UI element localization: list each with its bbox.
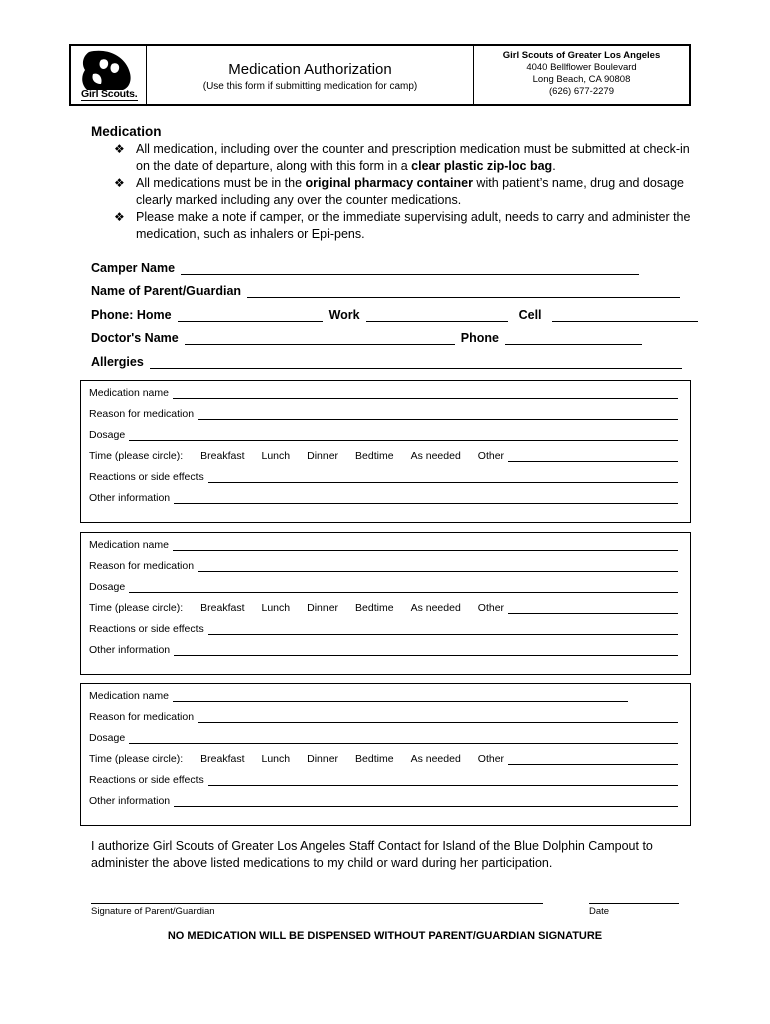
bullet-emphasis: original pharmacy container <box>305 176 473 190</box>
bullet-text-end: . <box>552 159 556 173</box>
doctor-name-label: Doctor's Name <box>91 331 179 345</box>
form-header <box>69 44 691 106</box>
reactions-side-effects-label: Reactions or side effects <box>89 774 204 786</box>
camper-name-label: Camper Name <box>91 261 176 275</box>
dosage-label: Dosage <box>89 429 126 441</box>
dosage-field[interactable] <box>129 430 678 441</box>
time-row <box>89 601 678 614</box>
dosage-row <box>89 428 678 441</box>
bullet-emphasis: clear plastic zip-loc bag <box>411 159 553 173</box>
time-label: Time (please circle): <box>89 602 184 614</box>
cell-phone-field[interactable] <box>552 309 698 322</box>
time-option-breakfast[interactable]: Breakfast <box>200 753 245 765</box>
other-information-field[interactable] <box>174 796 678 807</box>
reason-for-medication-field[interactable] <box>198 561 678 572</box>
girl-scouts-trefoil-icon <box>79 50 137 90</box>
form-title: Medication Authorization <box>228 61 392 78</box>
dosage-label: Dosage <box>89 581 126 593</box>
form-subtitle: (Use this form if submitting medication for camp) <box>202 81 418 92</box>
doctor-row <box>91 329 642 345</box>
authorization-statement: I authorize Girl Scouts of Greater Los Angeles Staff Contact for Island of the Blue Dolphin Campout to administer the above listed medications to my child or ward during her participation. <box>91 839 653 870</box>
allergies-row <box>91 353 682 369</box>
address-line-1: 4040 Bellflower Boulevard <box>526 62 637 73</box>
time-row <box>89 449 678 462</box>
parent-name-row <box>91 282 680 298</box>
camper-name-row <box>91 259 639 275</box>
dosage-row <box>89 580 678 593</box>
address-cell <box>474 46 689 104</box>
reason-for-medication-label: Reason for medication <box>89 711 195 723</box>
other-information-field[interactable] <box>174 493 678 504</box>
parent-name-label: Name of Parent/Guardian <box>91 284 242 298</box>
medication-name-row <box>89 386 678 399</box>
other-information-label: Other information <box>89 492 171 504</box>
medication-entry-box <box>80 532 691 675</box>
time-option-bedtime[interactable]: Bedtime <box>355 450 394 462</box>
reason-for-medication-field[interactable] <box>198 712 678 723</box>
logo-text: Girl Scouts. <box>81 88 138 100</box>
organization-name: Girl Scouts of Greater Los Angeles <box>502 50 661 61</box>
other-information-label: Other information <box>89 644 171 656</box>
organization-phone: (626) 677-2279 <box>549 86 614 97</box>
reactions-side-effects-label: Reactions or side effects <box>89 471 204 483</box>
medication-name-field[interactable] <box>173 388 678 399</box>
other-information-row <box>89 794 678 807</box>
time-option-dinner[interactable]: Dinner <box>307 753 339 765</box>
reactions-side-effects-row <box>89 622 678 635</box>
date-label: Date <box>589 906 610 917</box>
medication-heading: Medication <box>91 124 162 139</box>
doctor-phone-label: Phone <box>460 331 499 345</box>
medication-name-label: Medication name <box>89 539 169 551</box>
medication-instructions <box>114 141 694 243</box>
reactions-side-effects-row <box>89 773 678 786</box>
reactions-side-effects-label: Reactions or side effects <box>89 623 204 635</box>
time-option-other[interactable]: Other <box>477 450 505 462</box>
logo-cell <box>71 46 147 104</box>
diamond-bullet-icon: ❖ <box>114 142 125 156</box>
cell-phone-label: Cell <box>518 308 542 322</box>
time-option-lunch[interactable]: Lunch <box>261 450 291 462</box>
doctor-name-field[interactable] <box>185 332 455 345</box>
time-option-lunch[interactable]: Lunch <box>261 753 291 765</box>
medication-entry-box <box>80 683 691 826</box>
diamond-bullet-icon: ❖ <box>114 176 125 190</box>
time-option-as-needed[interactable]: As needed <box>410 450 461 462</box>
time-other-field[interactable] <box>508 603 678 614</box>
work-phone-field[interactable] <box>366 309 508 322</box>
time-other-field[interactable] <box>508 451 678 462</box>
doctor-phone-field[interactable] <box>505 332 642 345</box>
reactions-side-effects-row <box>89 470 678 483</box>
title-cell <box>147 46 474 104</box>
medication-name-field[interactable] <box>173 540 678 551</box>
medication-entry-box <box>80 380 691 523</box>
time-option-bedtime[interactable]: Bedtime <box>355 602 394 614</box>
dosage-field[interactable] <box>129 582 678 593</box>
dosage-field[interactable] <box>129 733 678 744</box>
instruction-bullet <box>114 209 694 243</box>
reason-for-medication-row <box>89 559 678 572</box>
parent-name-field[interactable] <box>247 285 680 298</box>
medication-name-row <box>89 538 678 551</box>
bullet-text: All medications must be in the <box>136 176 306 190</box>
diamond-bullet-icon: ❖ <box>114 210 125 224</box>
reactions-side-effects-field[interactable] <box>208 624 678 635</box>
time-option-dinner[interactable]: Dinner <box>307 602 339 614</box>
allergies-field[interactable] <box>150 356 682 369</box>
medication-name-label: Medication name <box>89 690 169 702</box>
date-field[interactable] <box>589 903 679 904</box>
other-information-field[interactable] <box>174 645 678 656</box>
work-phone-label: Work <box>328 308 360 322</box>
reason-for-medication-row <box>89 710 678 723</box>
phone-home-label: Phone: Home <box>91 308 172 322</box>
medication-name-row <box>89 689 678 702</box>
time-label: Time (please circle): <box>89 753 184 765</box>
time-option-other[interactable]: Other <box>477 602 505 614</box>
medication-name-field[interactable] <box>173 691 628 702</box>
reactions-side-effects-field[interactable] <box>208 775 678 786</box>
time-option-breakfast[interactable]: Breakfast <box>200 602 245 614</box>
other-information-row <box>89 491 678 504</box>
medication-name-label: Medication name <box>89 387 169 399</box>
reason-for-medication-label: Reason for medication <box>89 560 195 572</box>
reactions-side-effects-field[interactable] <box>208 472 678 483</box>
time-option-as-needed[interactable]: As needed <box>410 753 461 765</box>
phone-home-field[interactable] <box>178 309 323 322</box>
instruction-bullet <box>114 141 694 175</box>
reason-for-medication-field[interactable] <box>198 409 678 420</box>
phone-row <box>91 306 698 322</box>
bullet-text: All medication, including over the counter and prescription medication must be submitted at check-in on the date of departure, along with this form in a <box>136 142 690 173</box>
address-line-2: Long Beach, CA 90808 <box>532 74 631 85</box>
time-label: Time (please circle): <box>89 450 184 462</box>
dosage-label: Dosage <box>89 732 126 744</box>
time-option-lunch[interactable]: Lunch <box>261 602 291 614</box>
camper-name-field[interactable] <box>181 262 639 275</box>
time-other-field[interactable] <box>508 754 678 765</box>
time-row <box>89 752 678 765</box>
signature-notice: NO MEDICATION WILL BE DISPENSED WITHOUT PARENT/GUARDIAN SIGNATURE <box>167 930 603 942</box>
time-option-breakfast[interactable]: Breakfast <box>200 450 245 462</box>
reason-for-medication-label: Reason for medication <box>89 408 195 420</box>
time-option-dinner[interactable]: Dinner <box>307 450 339 462</box>
instruction-bullet <box>114 175 694 209</box>
other-information-label: Other information <box>89 795 171 807</box>
reason-for-medication-row <box>89 407 678 420</box>
time-option-other[interactable]: Other <box>477 753 505 765</box>
bullet-text: Please make a note if camper, or the immediate supervising adult, needs to carry and administer the medication, such as inhalers or Epi-pens. <box>136 210 691 241</box>
signature-field[interactable] <box>91 903 543 904</box>
time-option-as-needed[interactable]: As needed <box>410 602 461 614</box>
signature-label: Signature of Parent/Guardian <box>91 906 215 917</box>
allergies-label: Allergies <box>91 355 144 369</box>
time-option-bedtime[interactable]: Bedtime <box>355 753 394 765</box>
dosage-row <box>89 731 678 744</box>
other-information-row <box>89 643 678 656</box>
bullet-text-end: with patient’s name, drug and dosage clearly marked including any over the counter medications. <box>136 176 684 207</box>
